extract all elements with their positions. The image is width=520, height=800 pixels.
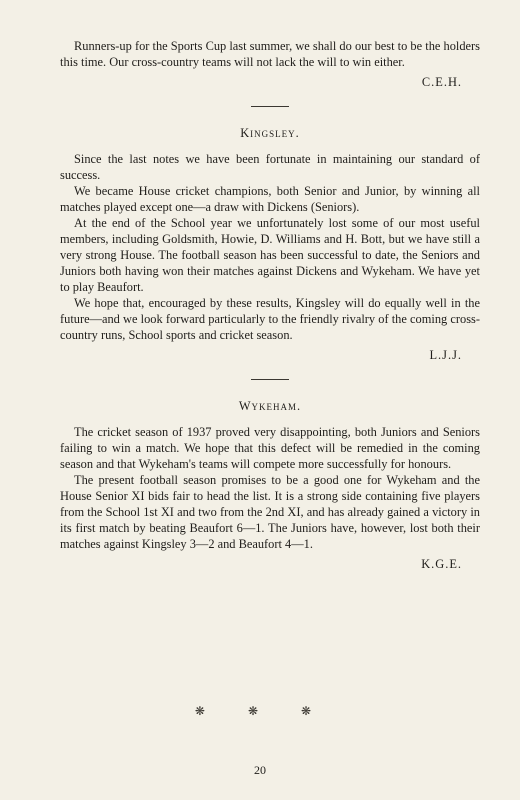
flower-ornament-icon: ❋ [301,704,326,718]
wykeham-signature: K.G.E. [421,557,462,571]
kingsley-paragraph: At the end of the School year we unfortunately lost some of our most useful members, including Goldsmith, Howie, D. Williams and H. Bott, but we have still a very strong House. The football season has been successful to date, the Seniors and Juniors both having won their matches against Dickens and Wykeham. We have yet to play Beaufort. [60,216,480,294]
wykeham-paragraph: The present football season promises to be a good one for Wykeham and the House Senior XI bids fair to head the list. It is a strong side containing five players from the School 1st XI and two from the 2nd XI, and has already gained a victory in its first match by beating Beaufort 6—1. The Juniors have, however, lost both their matches against Kingsley 3—2 and Beaufort 4—1. [60,473,480,551]
section-divider [251,106,289,107]
kingsley-heading: Kingsley. [240,126,300,140]
flower-ornament-icon: ❋ [247,704,273,718]
section-divider [251,379,289,380]
wykeham-paragraph: The cricket season of 1937 proved very disappointing, both Juniors and Seniors failing to win a match. We hope that this defect will be remedied in the coming season and that Wykeham's teams will compete more successfully for honours. [60,425,480,471]
wykeham-heading: Wykeham. [238,399,302,413]
kingsley-paragraph: We hope that, encouraged by these results, Kingsley will do equally well in the future—and we look forward particularly to the friendly rivalry of the coming cross-country runs, School sports and cricket season. [60,296,480,342]
intro-paragraph: Runners-up for the Sports Cup last summer, we shall do our best to be the holders this time. Our cross-country teams will not lack the will to win either. [60,39,480,69]
kingsley-signature: L.J.J. [429,348,462,362]
page-number: 20 [254,763,266,777]
intro-signature: C.E.H. [421,75,462,89]
ornament-row [0,703,520,719]
flower-ornament-icon: ❋ [194,704,219,718]
kingsley-paragraph: We became House cricket champions, both Senior and Junior, by winning all matches played except one—a draw with Dickens (Seniors). [60,184,480,214]
kingsley-paragraph: Since the last notes we have been fortunate in maintaining our standard of success. [60,152,480,182]
